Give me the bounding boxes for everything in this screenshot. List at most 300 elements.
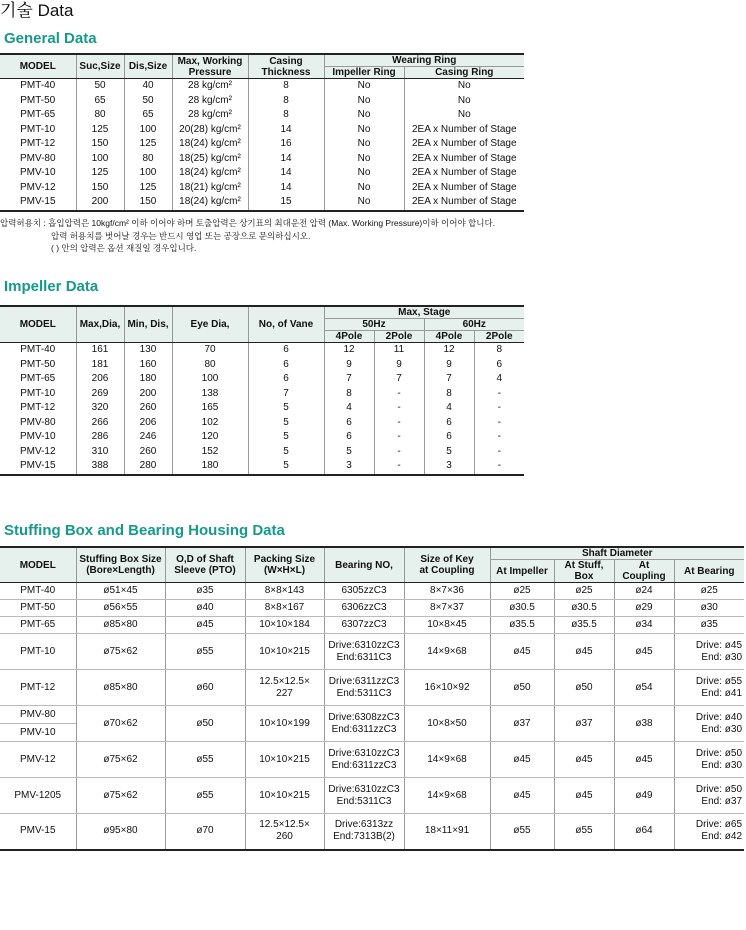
table-cell: 14 (248, 123, 324, 138)
cell-value: 260 (276, 831, 293, 843)
table-cell-pack (245, 634, 324, 670)
cell-value: Drive:6308zzC3 (328, 711, 400, 723)
table-cell: PMT-50 (0, 94, 76, 109)
cell-value: ø45 (635, 645, 653, 657)
table-cell: 80 (172, 358, 248, 373)
table-row (0, 343, 524, 358)
cell-value: ø55 (196, 789, 214, 801)
general-data-title: General Data (4, 30, 97, 47)
table-cell: No (324, 79, 404, 94)
table-cell: 18(24) kg/cm² (172, 195, 248, 211)
table-cell: 80 (124, 152, 172, 167)
table-cell: 18(25) kg/cm² (172, 152, 248, 167)
cell-value: End:6311C3 (336, 651, 392, 663)
col-eye-dia: Eye Dia, (172, 306, 248, 343)
table-row (0, 445, 524, 460)
impeller-data-title: Impeller Data (4, 278, 99, 295)
cell-value: ø70×62 (103, 717, 138, 729)
cell-value: Drive: ø55 (695, 675, 743, 687)
table-row (0, 634, 744, 670)
cell-value: ø50 (513, 681, 531, 693)
cell-value: ø30 (700, 602, 718, 613)
table-cell-stuff (554, 742, 614, 778)
table-cell-model (0, 742, 76, 778)
table-cell: No (324, 137, 404, 152)
table-cell-bear (674, 706, 744, 742)
table-cell: 14 (248, 181, 324, 196)
table-cell-bearing (324, 742, 404, 778)
table-cell: 14 (248, 166, 324, 181)
table-cell-bearing (324, 706, 404, 742)
table-cell-imp (490, 706, 554, 742)
table-row (0, 416, 524, 431)
col-50hz-2pole: 2Pole (374, 331, 424, 343)
col-od-shaft: O,D of Shaft Sleeve (PTO) (165, 547, 245, 583)
table-cell-coup (614, 706, 674, 742)
col-50hz-4pole: 4Pole (324, 331, 374, 343)
cell-value: PMV-12 (19, 753, 56, 765)
table-cell: 5 (248, 430, 324, 445)
table-cell: 120 (172, 430, 248, 445)
table-cell: 18(24) kg/cm² (172, 166, 248, 181)
col-wearing-ring: Wearing Ring (324, 54, 524, 67)
table-cell: 5 (248, 445, 324, 460)
table-cell: 2EA x Number of Stage (412, 181, 517, 193)
cell-value: ø50 (575, 681, 593, 693)
table-cell-bearing (324, 583, 404, 600)
table-cell: 269 (76, 387, 124, 402)
table-cell-box (76, 706, 165, 742)
table-cell: 40 (124, 79, 172, 94)
table-cell: 125 (76, 166, 124, 181)
table-row (0, 123, 524, 138)
cell-value: ø35.5 (571, 619, 597, 630)
col-packing-size: Packing Size (W×H×L) (245, 547, 324, 583)
table-cell-bear (674, 600, 744, 617)
cell-value: ø55 (575, 825, 593, 837)
table-cell: 8 (324, 387, 374, 402)
table-cell: No (457, 109, 471, 120)
table-cell-imp (490, 814, 554, 850)
cell-value: ø55 (196, 753, 214, 765)
cell-value: ø45 (513, 645, 531, 657)
table-row (0, 600, 744, 617)
table-cell: 11 (374, 343, 424, 358)
col-50hz: 50Hz (324, 319, 424, 331)
cell-value: 10×10×215 (259, 789, 310, 801)
cell-value: 8×7×36 (430, 585, 464, 596)
table-cell-box (76, 617, 165, 634)
cell-value: 18×11×91 (424, 825, 470, 837)
table-cell-coup (614, 583, 674, 600)
table-cell: 206 (124, 416, 172, 431)
col-bearing-no: Bearing NO, (324, 547, 404, 583)
table-cell: No (324, 195, 404, 211)
col-model: MODEL (0, 547, 76, 583)
table-cell: 6 (324, 430, 374, 445)
table-cell: 150 (76, 181, 124, 196)
page-title: 기술 Data (0, 1, 74, 20)
cell-value: ø55 (196, 645, 214, 657)
table-row (0, 670, 744, 706)
table-cell-key (404, 670, 490, 706)
table-cell-model (0, 670, 76, 706)
table-cell: - (497, 416, 501, 428)
table-cell: 260 (124, 401, 172, 416)
table-cell: 12 (424, 343, 474, 358)
table-row (0, 742, 744, 778)
table-cell: 9 (424, 358, 474, 373)
col-suc-size: Suc,Size (76, 54, 124, 79)
table-cell-coup (614, 617, 674, 634)
table-cell: 165 (172, 401, 248, 416)
table-cell: PMT-12 (0, 401, 76, 416)
cell-value: ø45 (513, 753, 531, 765)
table-cell-box (76, 742, 165, 778)
table-cell: 7 (324, 372, 374, 387)
col-60hz-2pole: 2Pole (474, 331, 524, 343)
table-cell-pack (245, 814, 324, 850)
table-cell-bear (674, 617, 744, 634)
table-cell-stuff (554, 583, 614, 600)
cell-value: ø45 (196, 619, 214, 630)
cell-value: ø30.5 (509, 602, 535, 613)
table-cell: No (324, 123, 404, 138)
table-cell-model (0, 706, 76, 742)
table-cell: 6 (496, 358, 503, 370)
table-cell: PMT-50 (0, 358, 76, 373)
cell-value: End: ø41 (701, 687, 743, 699)
table-cell: PMV-10 (0, 430, 76, 445)
table-cell-imp (490, 600, 554, 617)
table-cell-key (404, 778, 490, 814)
cell-value: ø50 (196, 717, 214, 729)
table-cell: No (457, 94, 471, 106)
table-cell-stuff (554, 600, 614, 617)
table-cell-coup (614, 778, 674, 814)
table-cell: 6 (424, 416, 474, 431)
table-cell-model (0, 600, 76, 617)
table-cell-bear (674, 583, 744, 600)
table-cell: 5 (424, 445, 474, 460)
cell-value: ø35.5 (509, 619, 535, 630)
table-cell-coup (614, 634, 674, 670)
cell-value: Drive: ø50 (695, 783, 743, 795)
table-cell: 28 kg/cm² (172, 79, 248, 94)
table-cell-pack (245, 583, 324, 600)
cell-value: Drive: ø45 (695, 639, 743, 651)
table-cell: PMT-40 (0, 79, 76, 94)
cell-value: 6307zzC3 (341, 619, 387, 630)
table-cell: 20(28) kg/cm² (172, 123, 248, 138)
cell-value: 227 (276, 687, 293, 699)
table-cell: 2EA x Number of Stage (412, 138, 517, 149)
table-cell: 100 (172, 372, 248, 387)
table-cell-od (165, 814, 245, 850)
cell-value: ø45 (575, 789, 593, 801)
cell-value: PMT-65 (20, 619, 56, 630)
table-cell-od (165, 583, 245, 600)
col-shaft-diameter: Shaft Diameter (490, 547, 744, 560)
table-cell: 125 (124, 181, 172, 196)
table-cell-bearing (324, 814, 404, 850)
table-row (0, 137, 524, 152)
cell-value: Drive:6310zzC3 (328, 783, 400, 795)
table-cell: 5 (248, 416, 324, 431)
cell-value: End: ø30 (701, 651, 743, 663)
table-row (0, 372, 524, 387)
cell-value: End: ø42 (701, 831, 743, 843)
cell-value: End: ø37 (701, 795, 743, 807)
table-cell: 2EA x Number of Stage (412, 123, 517, 135)
table-cell-bearing (324, 778, 404, 814)
table-cell-od (165, 600, 245, 617)
general-data-table (0, 53, 524, 212)
table-cell: 2EA x Number of Stage (412, 152, 517, 164)
cell-value: ø34 (635, 619, 653, 630)
cell-value: 10×10×215 (259, 645, 310, 657)
note-3: ( ) 안의 압력은 옵션 재질일 경우입니다. (51, 243, 197, 253)
col-min-dia: Min, Dis, (124, 306, 172, 343)
table-cell: 16 (248, 137, 324, 152)
table-cell: PMV-12 (0, 181, 76, 196)
general-notes (0, 217, 495, 255)
cell-value: Drive: ø50 (695, 747, 743, 759)
table-cell: No (324, 108, 404, 123)
table-cell-key (404, 706, 490, 742)
col-impeller-ring: Impeller Ring (324, 67, 404, 79)
table-cell: 260 (124, 445, 172, 460)
model-label: PMV-10 (19, 727, 56, 738)
cell-value: Drive:6311zzC3 (328, 675, 400, 687)
table-cell: 8 (496, 344, 503, 355)
table-cell-bear (674, 742, 744, 778)
table-cell-bearing (324, 600, 404, 617)
cell-value: ø35 (196, 585, 214, 596)
table-row (0, 358, 524, 373)
col-max-stage: Max, Stage (324, 306, 524, 319)
col-casing-thickness: Casing Thickness (248, 54, 324, 79)
cell-value: ø25 (700, 585, 718, 596)
table-cell: 150 (124, 195, 172, 211)
table-cell: - (374, 445, 424, 460)
cell-value: 6305zzC3 (341, 585, 387, 596)
table-row (0, 706, 744, 742)
cell-value: Drive: ø40 (695, 711, 743, 723)
table-cell: 9 (324, 358, 374, 373)
table-cell: 18(24) kg/cm² (172, 137, 248, 152)
table-cell: 18(21) kg/cm² (172, 181, 248, 196)
table-cell: PMT-40 (0, 343, 76, 358)
table-cell: 160 (124, 358, 172, 373)
table-cell-imp (490, 778, 554, 814)
table-cell: 9 (374, 358, 424, 373)
cell-value: ø45 (575, 645, 593, 657)
table-cell: PMV-15 (0, 195, 76, 211)
cell-value: ø75×62 (103, 645, 138, 657)
table-cell: 152 (172, 445, 248, 460)
cell-value: 14×9×68 (427, 753, 467, 765)
table-cell-key (404, 617, 490, 634)
cell-value: ø40 (196, 602, 214, 613)
table-cell: 4 (496, 373, 503, 384)
cell-value: 8×8×167 (264, 602, 305, 613)
table-cell: PMV-12 (0, 445, 76, 460)
table-cell-bear (674, 634, 744, 670)
cell-value: 16×10×92 (424, 681, 470, 693)
table-cell-od (165, 778, 245, 814)
cell-value: ø45 (513, 789, 531, 801)
cell-value: End:7313B(2) (333, 831, 395, 843)
table-cell: 6 (424, 430, 474, 445)
cell-value: ø70 (196, 825, 214, 837)
table-cell: 4 (324, 401, 374, 416)
table-cell-coup (614, 742, 674, 778)
table-cell-stuff (554, 634, 614, 670)
cell-value: ø54 (635, 681, 653, 693)
table-cell: 12 (324, 343, 374, 358)
table-cell-stuff (554, 814, 614, 850)
cell-value: ø75×62 (103, 789, 138, 801)
table-cell-box (76, 670, 165, 706)
cell-value: ø24 (635, 585, 653, 596)
table-cell-key (404, 742, 490, 778)
table-cell-box (76, 634, 165, 670)
cell-value: ø75×62 (103, 753, 138, 765)
table-cell: 80 (76, 108, 124, 123)
table-cell: 280 (124, 459, 172, 475)
table-row (0, 181, 524, 196)
cell-value: 10×10×215 (259, 753, 310, 765)
table-row (0, 778, 744, 814)
col-stuffing-box: Stuffing Box Size (Bore×Length) (76, 547, 165, 583)
impeller-data-table (0, 305, 524, 476)
col-max-pressure: Max, Working Pressure (172, 54, 248, 79)
col-dis-size: Dis,Size (124, 54, 172, 79)
col-key-size: Size of Key at Coupling (404, 547, 490, 583)
table-cell: 28 kg/cm² (172, 108, 248, 123)
table-cell-box (76, 778, 165, 814)
table-cell: 2EA x Number of Stage (412, 167, 517, 178)
table-cell: No (324, 94, 404, 109)
table-cell: 6 (248, 343, 324, 358)
table-cell: 6 (248, 358, 324, 373)
table-cell: 6 (248, 372, 324, 387)
table-cell-od (165, 617, 245, 634)
table-cell: 2EA x Number of Stage (404, 195, 524, 211)
table-cell-model (0, 617, 76, 634)
cell-value: ø60 (196, 681, 214, 693)
cell-value: End: ø30 (701, 723, 743, 735)
table-cell: 5 (248, 401, 324, 416)
col-max-dia: Max,Dia, (76, 306, 124, 343)
table-cell: 125 (76, 123, 124, 138)
cell-value: ø25 (575, 585, 593, 596)
table-cell-pack (245, 600, 324, 617)
table-cell-bear (674, 814, 744, 850)
table-cell: - (497, 387, 501, 399)
note-2: 압력 허용치를 벗어날 경우는 반드시 영업 또는 공장으로 문의하십시오. (51, 230, 311, 241)
table-row (0, 430, 524, 445)
table-cell-bearing (324, 634, 404, 670)
cell-value: 14×9×68 (427, 789, 467, 801)
table-cell: PMV-80 (0, 152, 76, 167)
table-cell-pack (245, 670, 324, 706)
table-cell: 150 (76, 137, 124, 152)
col-at-bearing: At Bearing (674, 560, 744, 583)
cell-value: Drive:6313zz (334, 819, 394, 831)
cell-value: 12.5×12.5× (259, 819, 310, 831)
table-cell: - (497, 445, 501, 457)
cell-value: ø85×80 (103, 619, 138, 630)
cell-value: ø37 (575, 717, 593, 729)
table-cell: No (324, 166, 404, 181)
cell-value: ø64 (635, 825, 653, 837)
table-cell: 286 (76, 430, 124, 445)
table-cell: - (374, 387, 424, 402)
table-cell-pack (245, 742, 324, 778)
table-cell-key (404, 583, 490, 600)
table-cell: PMT-65 (0, 108, 76, 123)
table-cell: 138 (172, 387, 248, 402)
table-cell-box (76, 814, 165, 850)
table-cell: 6 (324, 416, 374, 431)
col-casing-ring: Casing Ring (404, 67, 524, 79)
cell-value: End:5311C3 (336, 687, 392, 699)
cell-value: Drive:6310zzC3 (328, 747, 400, 759)
table-cell-box (76, 583, 165, 600)
table-cell-imp (490, 670, 554, 706)
col-at-impeller: At Impeller (490, 560, 554, 583)
col-60hz-4pole: 4Pole (424, 331, 474, 343)
table-cell-od (165, 742, 245, 778)
stuffing-data-table (0, 546, 744, 851)
table-row (0, 401, 524, 416)
table-row (0, 166, 524, 181)
table-cell-imp (490, 617, 554, 634)
table-cell: 8 (248, 94, 324, 109)
cell-value: ø30.5 (571, 602, 597, 613)
table-cell: 14 (248, 152, 324, 167)
table-cell-imp (490, 742, 554, 778)
table-cell-coup (614, 600, 674, 617)
table-cell: PMT-12 (0, 137, 76, 152)
cell-value: 10×8×50 (427, 717, 467, 729)
table-cell-stuff (554, 670, 614, 706)
table-row (0, 195, 524, 211)
table-cell: 5 (248, 459, 324, 475)
table-cell: 70 (172, 343, 248, 358)
cell-value: ø51×45 (103, 585, 138, 596)
table-cell-key (404, 814, 490, 850)
cell-value: PMV-1205 (14, 789, 62, 801)
cell-value: ø56×55 (103, 602, 138, 613)
table-cell: 266 (76, 416, 124, 431)
cell-value: ø45 (575, 753, 593, 765)
cell-value: PMT-50 (20, 602, 56, 613)
table-row (0, 79, 524, 94)
cell-value: ø85×80 (103, 681, 138, 693)
table-cell: No (324, 152, 404, 167)
cell-value: 10×10×199 (259, 717, 310, 729)
table-cell-box (76, 600, 165, 617)
table-cell: 180 (124, 372, 172, 387)
note-1: 압력허용치 : 흡입압력은 10kgf/cm² 이하 이어야 하며 토출압력은 상기표의 최대운전 압력 (Max. Working Pressure)이하 이어야 합니다. (0, 218, 496, 228)
col-no-of-vane: No, of Vane (248, 306, 324, 343)
cell-value: Drive:6310zzC3 (328, 639, 400, 651)
table-cell: 3 (324, 459, 374, 475)
cell-value: 12.5×12.5× (259, 675, 310, 687)
